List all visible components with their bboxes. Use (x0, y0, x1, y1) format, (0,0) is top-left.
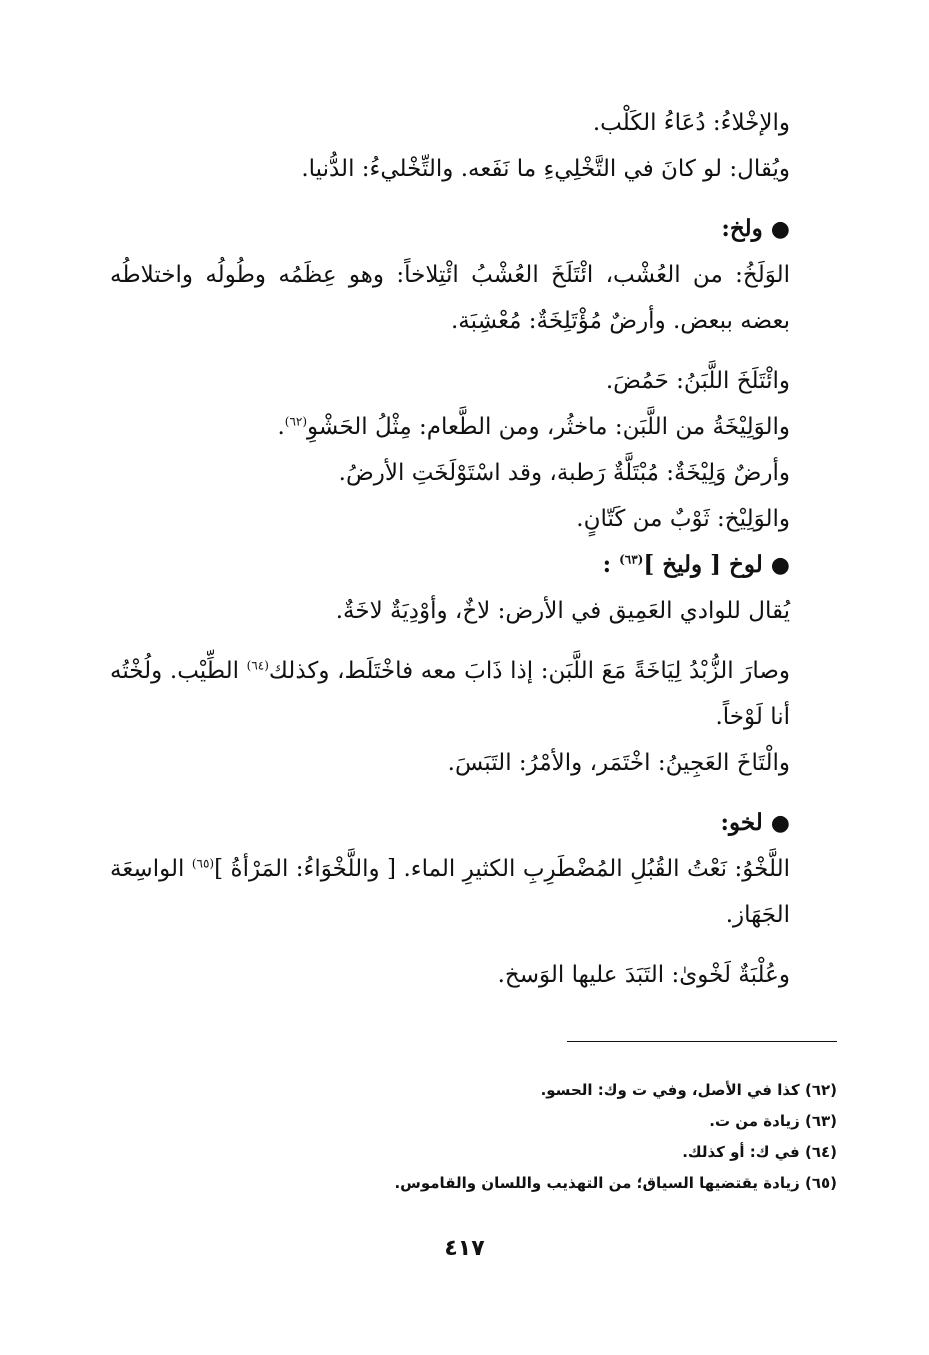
text-line: ويُقال: لو كانَ في التَّخْلِيءِ ما نَفَعه. والتِّخْليءُ: الدُّنيا. (301, 156, 790, 182)
text-paragraph (110, 846, 838, 938)
text-line (110, 404, 838, 450)
footnote-ref: (٦٣) (619, 552, 644, 567)
entry-heading-colon: : (602, 551, 612, 578)
text-line: والوَلِيْخ: ثَوْبٌ من كَتّانٍ. (576, 506, 790, 532)
entry-heading-lawakh (110, 542, 838, 588)
bullet-icon: ● (770, 216, 790, 242)
text-segment: وصارَ الزُّبْدُ لِيَاخَةً مَعَ اللَّبَن: إذا ذَابَ معه فاخْتَلَط، وكذلك (268, 658, 790, 684)
text-paragraph: الوَلَخُ: من العُشْب، ائْتَلَخَ العُشْبُ ائْتِلاخاً: وهو عِظَمُه وطُولُه واختلاطُه بعضه ببعض. وأرضٌ مُؤْتَلِخَةٌ: مُعْشِبَة. (110, 262, 790, 334)
entry-heading-label: ولخ: (721, 215, 763, 242)
footnote-ref: (٦٢) (284, 414, 308, 429)
text-segment: والوَلِيْخَةُ من اللَّبَن: ماخثُر، ومن الطَّعام: مِثْلُ الحَشْوِ (307, 414, 790, 440)
text-line: وأرضٌ وَلِيْخَةٌ: مُبْتَلَّةٌ رَطبة، وقد اسْتَوْلَخَتِ الأرضُ. (338, 460, 790, 486)
entry-heading-walakh (110, 206, 838, 252)
footnote: (٦٥) زيادة يقتضيها السياق؛ من التهذيب واللسان والقاموس. (394, 1174, 837, 1192)
footnote-ref: (٦٥) (191, 856, 215, 871)
main-text (110, 100, 838, 998)
text-segment: اللَّخْوُ: نَعْتُ القُبُلِ المُضْطَرِبِ الكثيرِ الماء. [ واللَّخْوَاءُ: المَرْأةُ ] (214, 856, 791, 882)
footnote: (٦٤) في ك: أو كذلك. (682, 1143, 837, 1161)
text-line: والإخْلاءُ: دُعَاءُ الكَلْب. (592, 110, 790, 136)
footnote: (٦٣) زيادة من ت. (709, 1112, 837, 1130)
page-number: ٤١٧ (444, 1236, 485, 1261)
bullet-icon: ● (770, 552, 790, 578)
text-paragraph (110, 648, 838, 740)
footnote-ref: (٦٤) (246, 658, 269, 673)
entry-heading-label: لوخ [ وليخ ] (643, 551, 763, 578)
text-segment: . (277, 414, 285, 440)
footnote-divider (567, 1041, 837, 1042)
entry-heading-label: لخو: (720, 809, 763, 836)
text-line: يُقال للوادي العَمِيق في الأرض: لاخٌ، وأوْدِيَةٌ لاخَةٌ. (335, 598, 790, 624)
entry-heading-lakhw (110, 800, 838, 846)
bullet-icon: ● (770, 810, 790, 836)
text-line: والْتَاخَ العَجِينُ: اخْتَمَر، والأمْرُ: التَبَسَ. (447, 750, 790, 776)
footnote: (٦٢) كذا في الأصل، وفي ت وك: الحسو. (540, 1081, 837, 1099)
text-line: وائْتَلَخَ اللَّبَنُ: حَمُضَ. (605, 368, 790, 394)
text-segment: الطِّيْب. ولُخْتُه أنا لَوْخاً. (110, 658, 790, 730)
text-line: وعُلْبَةٌ لَخْوىٰ: التَبَدَ عليها الوَسخ. (497, 962, 790, 988)
text-segment: الواسِعَة الجَهَاز. (110, 856, 790, 928)
footnotes (300, 1075, 837, 1199)
